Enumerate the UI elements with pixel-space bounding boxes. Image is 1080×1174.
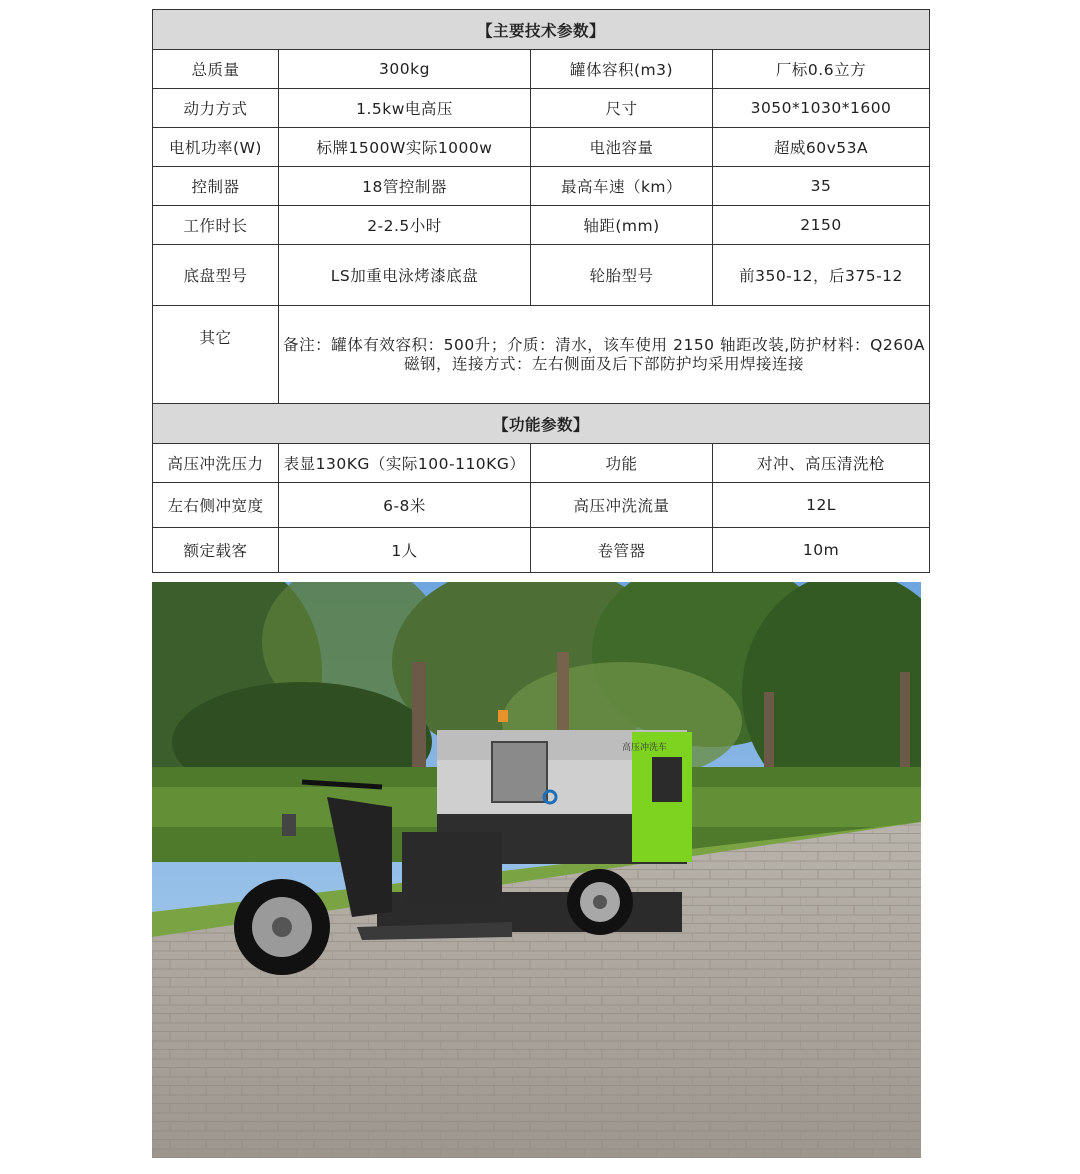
vehicle-photo	[152, 582, 921, 1158]
param-value: 18管控制器	[279, 167, 531, 206]
param-label: 总质量	[153, 50, 279, 89]
param-label: 高压冲洗压力	[153, 444, 279, 483]
table-row	[153, 167, 930, 206]
param-value: 表显130KG（实际100-110KG）	[279, 444, 531, 483]
spec-table	[152, 9, 930, 573]
param-label: 卷管器	[531, 528, 713, 573]
param-value: 3050*1030*1600	[713, 89, 930, 128]
section-header-main	[153, 10, 930, 50]
brand-text: 高压冲洗车	[622, 742, 668, 752]
param-label: 工作时长	[153, 206, 279, 245]
param-value: 6-8米	[279, 483, 531, 528]
table-row	[153, 50, 930, 89]
param-value: 超威60v53A	[713, 128, 930, 167]
param-label: 左右侧冲宽度	[153, 483, 279, 528]
param-value: 厂标0.6立方	[713, 50, 930, 89]
param-value: 300kg	[279, 50, 531, 89]
param-label: 底盘型号	[153, 245, 279, 306]
section-title: 【主要技术参数】	[153, 10, 930, 50]
param-value: 35	[713, 167, 930, 206]
param-label: 轮胎型号	[531, 245, 713, 306]
remarks-text: 备注：罐体有效容积：500升；介质：清水，该车使用 2150 轴距改装,防护材料：Q260A 磁钢，连接方式：左右侧面及后下部防护均采用焊接连接	[279, 306, 930, 404]
table-row-other	[153, 306, 930, 404]
table-row	[153, 89, 930, 128]
section-header-function	[153, 404, 930, 444]
param-label: 高压冲洗流量	[531, 483, 713, 528]
param-value: 1.5kw电高压	[279, 89, 531, 128]
param-label: 电机功率(W)	[153, 128, 279, 167]
table-row	[153, 483, 930, 528]
param-label: 功能	[531, 444, 713, 483]
param-value: 10m	[713, 528, 930, 573]
table-row	[153, 245, 930, 306]
param-label: 动力方式	[153, 89, 279, 128]
section-title: 【功能参数】	[153, 404, 930, 444]
param-label: 其它	[153, 306, 279, 404]
param-label: 最高车速（km）	[531, 167, 713, 206]
param-label: 电池容量	[531, 128, 713, 167]
param-value: 前350-12，后375-12	[713, 245, 930, 306]
table-row	[153, 206, 930, 245]
param-value: 2150	[713, 206, 930, 245]
param-value: 1人	[279, 528, 531, 573]
param-value: LS加重电泳烤漆底盘	[279, 245, 531, 306]
front-wheel	[234, 879, 330, 975]
param-value: 12L	[713, 483, 930, 528]
param-label: 尺寸	[531, 89, 713, 128]
param-label: 罐体容积(m3)	[531, 50, 713, 89]
rear-wheel	[567, 869, 633, 935]
param-label: 控制器	[153, 167, 279, 206]
param-label: 额定载客	[153, 528, 279, 573]
param-value: 2-2.5小时	[279, 206, 531, 245]
table-row	[153, 528, 930, 573]
param-label: 轴距(mm)	[531, 206, 713, 245]
table-row	[153, 128, 930, 167]
param-value: 对冲、高压清洗枪	[713, 444, 930, 483]
table-row	[153, 444, 930, 483]
param-value: 标牌1500W实际1000w	[279, 128, 531, 167]
